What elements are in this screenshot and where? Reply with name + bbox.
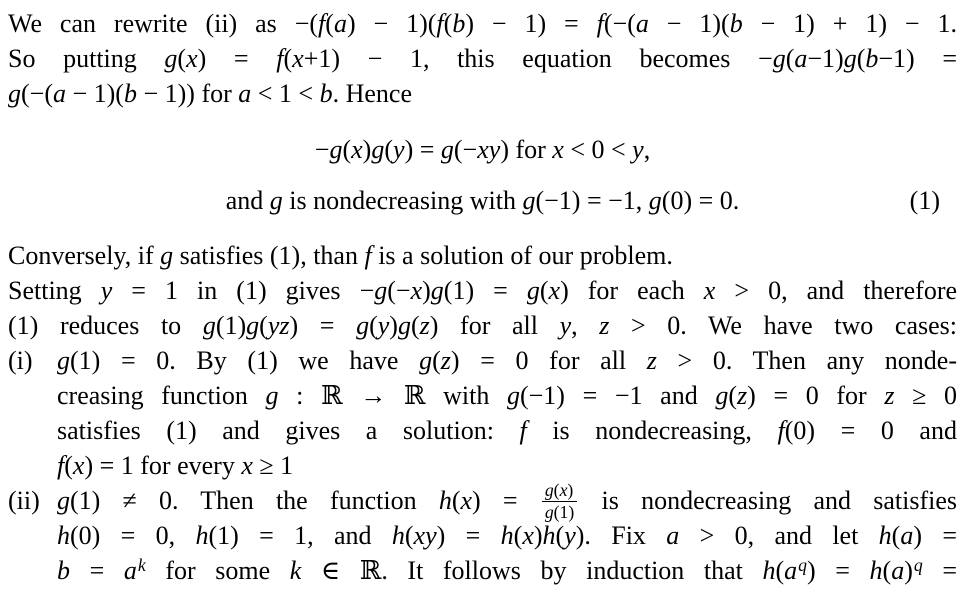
list-item-ii bbox=[8, 480, 958, 591]
list-item-i-body bbox=[57, 343, 957, 483]
paragraph-1-line-1: We can rewrite (ii) as −(f(a) − 1)(f(b) − 1) = f(−(a − 1)(b − 1) + 1) − 1. bbox=[8, 9, 957, 38]
paragraph-1 bbox=[8, 6, 957, 111]
list-item-ii-line-3: $b = a^k$ for some k ∈ ℝ. It follows by induction that $h(a^q) = h(a)^q$ = bbox=[57, 555, 957, 585]
list-item-i bbox=[8, 343, 957, 483]
list-item-ii-label: (ii) bbox=[8, 486, 40, 515]
list-item-i-line-3: satisfies (1) and gives a solution: f is nondecreasing, f(0) = 0 and bbox=[57, 416, 957, 445]
list-item-ii-line-2: h(0) = 0, h(1) = 1, and h(xy) = h(x)h(y). Fix a > 0, and let h(a) = bbox=[57, 521, 958, 550]
list-item-i-label: (i) bbox=[8, 346, 33, 375]
fraction: $\frac{g(x)}{g(1)}$ bbox=[542, 480, 577, 522]
equation-number: (1) bbox=[909, 186, 940, 215]
paragraph-2-line-2: Setting y = 1 in (1) gives −g(−x)g(1) = g(x) for each x > 0, and therefore bbox=[8, 276, 958, 305]
list-item-ii-body bbox=[57, 480, 958, 591]
list-item-i-line-2: creasing function g : ℝ → ℝ with g(−1) = −1 and g(z) = 0 for z ≥ 0 bbox=[57, 381, 957, 410]
paragraph-2-line-1: Conversely, if g satisfies (1), than f is a solution of our problem. bbox=[8, 241, 673, 270]
display-equation-2-body: and g is nondecreasing with g(−1) = −1, g(0) = 0. bbox=[225, 186, 740, 215]
list-item-i-line-4: f(x) = 1 for every x ≥ 1 bbox=[57, 451, 294, 480]
paragraph-1-line-3: g(−(a − 1)(b − 1)) for a < 1 < b. Hence bbox=[8, 79, 412, 108]
display-equation-1: −g(x)g(y) = g(−xy) for x < 0 < y, bbox=[314, 135, 651, 164]
list-item-ii-line-1: g(1) ≠ 0. Then the function h(x) = $\frac{g(x)}{g(1)}$ is nondecreasing and satisfies bbox=[57, 480, 957, 522]
display-equation-2 bbox=[8, 183, 957, 218]
paragraph-2 bbox=[8, 238, 957, 343]
paragraph-2-line-3: (1) reduces to g(1)g(yz) = g(y)g(z) for all y, z > 0. We have two cases: bbox=[8, 311, 957, 340]
paragraph-1-line-2: So putting g(x) = f(x+1) − 1, this equation becomes −g(a−1)g(b−1) = bbox=[8, 44, 958, 73]
list-item-i-line-1: g(1) = 0. By (1) we have g(z) = 0 for all z > 0. Then any nonde- bbox=[57, 346, 957, 375]
